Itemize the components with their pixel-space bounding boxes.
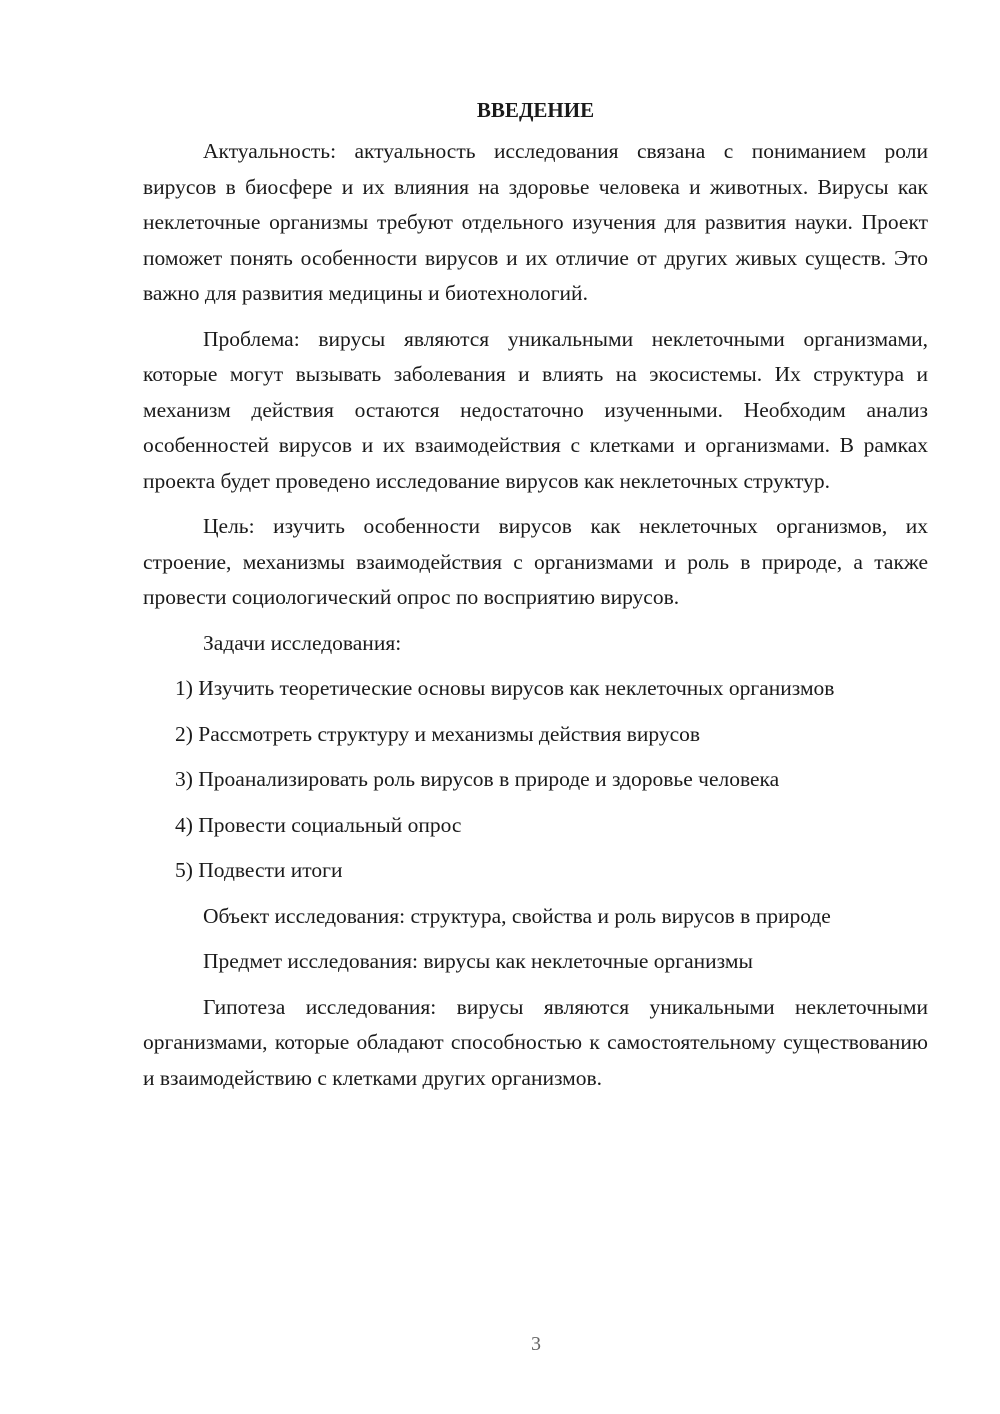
hypothesis-paragraph: Гипотеза исследования: вирусы являются уникальными неклеточными организмами, которые обладают способностью к самостоятельному существованию и взаимодействию с клетками других организмов. <box>143 994 928 1090</box>
relevance-paragraph: Актуальность: актуальность исследования связана с пониманием роли вирусов в биосфере и их влияния на здоровье человека и животных. Вирусы как неклеточные организмы требуют отдельного изучения для развития науки. Проект поможет понять особенности вирусов и их отличие от других живых существ. Это важно для развития медицины и биотехнологий. <box>143 139 928 305</box>
document-page <box>143 92 928 1106</box>
problem-paragraph: Проблема: вирусы являются уникальными неклеточными организмами, которые могут вызывать заболевания и влиять на экосистемы. Их структура и механизм действия остаются недостаточно изученными. Необходим анализ особенностей вирусов и их взаимодействия с клетками и организмами. В рамках проекта будет проведено исследование вирусов как неклеточных структур. <box>143 326 928 493</box>
task-item: 5) Подвести итоги <box>175 858 343 882</box>
task-item: 3) Проанализировать роль вирусов в природе и здоровье человека <box>175 767 780 791</box>
task-item: 1) Изучить теоретические основы вирусов как неклеточных организмов <box>175 676 835 700</box>
goal-paragraph: Цель: изучить особенности вирусов как неклеточных организмов, их строение, механизмы взаимодействия с организмами и роль в природе, а также провести социологический опрос по восприятию вирусов. <box>143 514 928 609</box>
task-item: 2) Рассмотреть структуру и механизмы действия вирусов <box>175 721 701 746</box>
object-paragraph: Объект исследования: структура, свойства и роль вирусов в природе <box>203 903 831 928</box>
tasks-heading: Задачи исследования: <box>203 630 402 655</box>
page-title: ВВЕДЕНИЕ <box>476 98 595 122</box>
subject-paragraph: Предмет исследования: вирусы как неклеточные организмы <box>203 949 753 973</box>
task-item: 4) Провести социальный опрос <box>175 812 462 837</box>
page-number: 3 <box>531 1333 541 1355</box>
